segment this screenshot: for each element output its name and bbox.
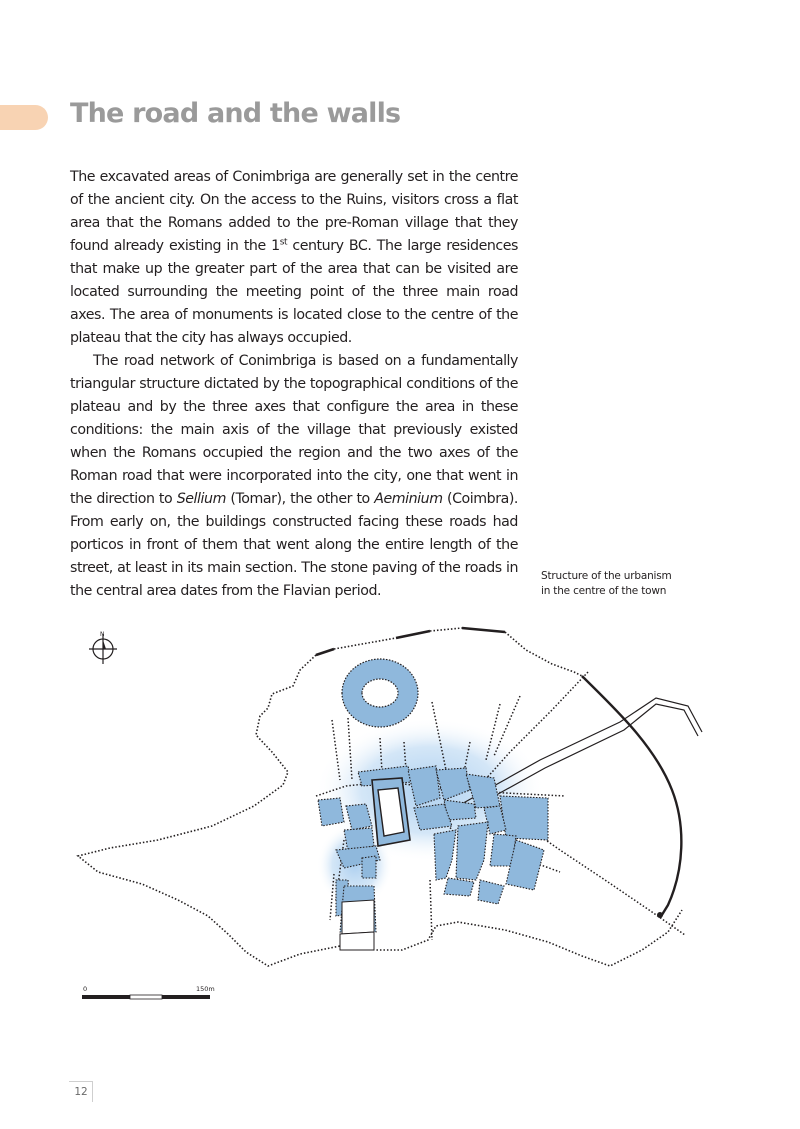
figure-caption	[541, 569, 741, 599]
north-arrow	[89, 634, 117, 664]
caption-line-2: in the centre of the town	[541, 585, 667, 597]
wall-gate-marker	[657, 912, 663, 918]
wall-solid-north	[316, 649, 334, 655]
scale-end-label: 150m	[196, 985, 215, 993]
wall-solid-east	[582, 676, 681, 918]
paragraph-1-text-a: The excavated areas of Conimbriga are generally set in the centre of the ancient city. On the access to the Ruins, visitors cross a flat area that the Romans added to the pre-Roman village that they found already existing in the 1	[70, 169, 518, 254]
page-number: 12	[74, 1086, 88, 1098]
wall-solid-north-3	[462, 628, 505, 632]
heading-accent-tab	[0, 105, 48, 130]
white-building-sw	[340, 900, 374, 950]
paragraph-1-text-b: century BC. The large residences that make up the greater part of the area that can be visited are located surrounding the meeting point of the three main road axes. The area of monuments is located close to the centre of the plateau that the city has always occupied.	[70, 238, 518, 346]
scale-start-label: 0	[83, 985, 88, 993]
paragraph-1	[70, 166, 518, 350]
block-south-5	[444, 878, 474, 896]
paragraph-2-text-c: (Coimbra). From early on, the buildings constructed facing these roads had porticos in front of them that went along the entire length of the street, at least in its main section. The stone paving of the roads in the central area dates from the Flavian period.	[70, 491, 518, 599]
block-south-2	[456, 822, 488, 880]
ordinal-superscript: st	[279, 237, 288, 248]
place-name-aeminium: Aeminium	[374, 491, 443, 507]
block-south-6	[478, 880, 504, 904]
paragraph-2-text-a: The road network of Conimbriga is based on a fundamentally triangular structure dictated by the topographical conditions of the plateau and by the three axes that configure the area in these conditions: the main axis of the village that previously existed when the Romans occupied the region and the two axes of the Roman road that were incorporated into the city, one that went in the direction to	[70, 353, 518, 507]
scale-bar	[82, 995, 210, 999]
block-sw-1	[362, 856, 376, 878]
amphitheatre	[342, 659, 418, 727]
section-heading: The road and the walls	[70, 98, 401, 129]
caption-line-1: Structure of the urbanism	[541, 570, 672, 582]
north-label: N	[100, 631, 105, 638]
paragraph-2	[70, 350, 518, 603]
wall-solid-north-2	[396, 631, 430, 638]
wall-north-east	[505, 632, 582, 676]
place-name-sellium: Sellium	[176, 491, 226, 507]
block-mid-2	[500, 796, 548, 840]
town-plan-map	[0, 620, 800, 1010]
paragraph-2-text-b: (Tomar), the other to	[225, 491, 375, 507]
block-west-3	[318, 798, 344, 826]
body-text	[70, 166, 518, 603]
